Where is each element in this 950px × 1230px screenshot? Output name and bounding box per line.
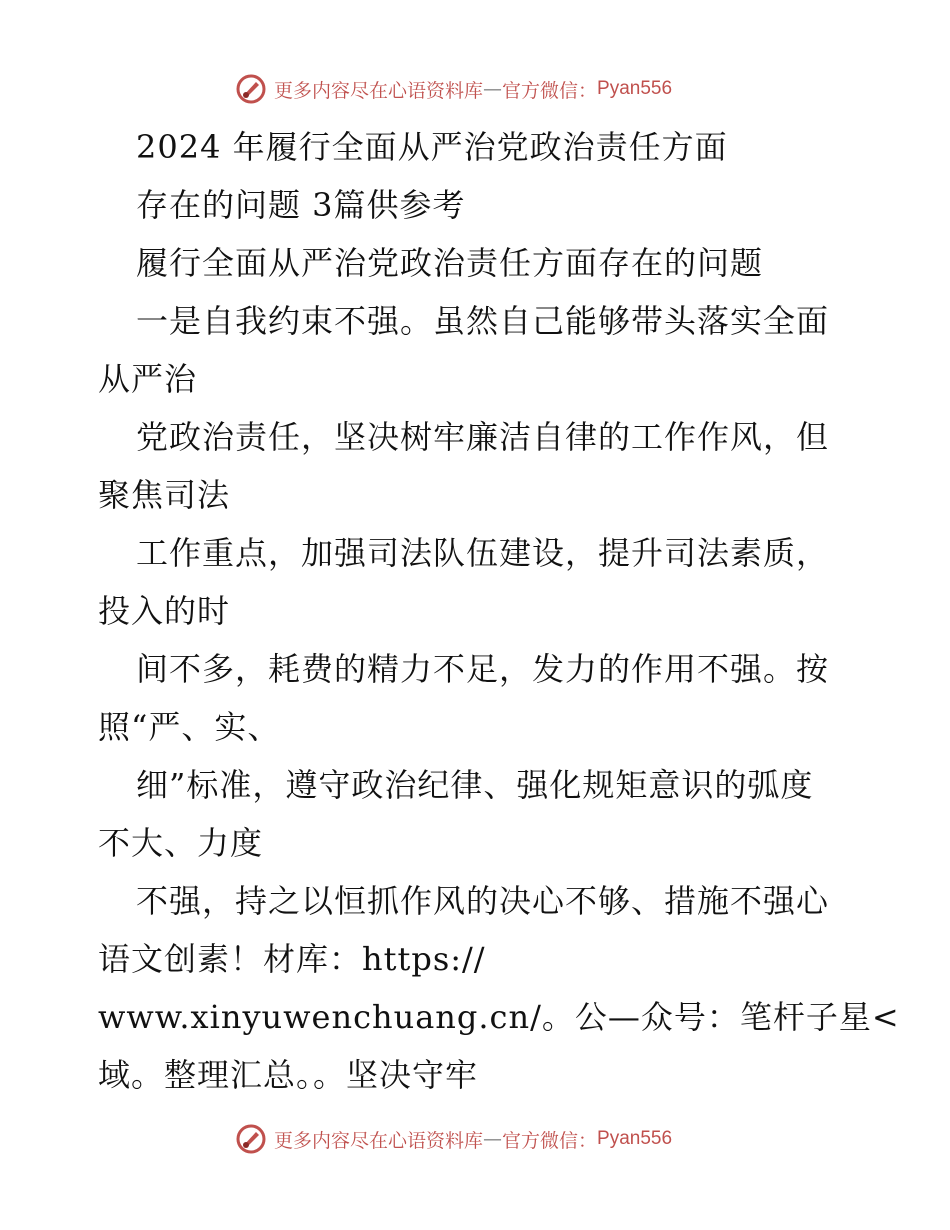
doc-line: 党政治责任，坚决树牢廉洁自律的工作作风，但 [136, 418, 830, 456]
doc-line: 域。整理汇总。。坚决守牢 [98, 1056, 479, 1094]
brush-logo-icon [236, 1124, 266, 1154]
brush-logo-icon [236, 74, 266, 104]
doc-line: 不大、力度 [98, 824, 264, 862]
doc-line: 细”标准，遵守政治纪律、强化规矩意识的弧度 [136, 766, 814, 804]
doc-title-line-1: 2024 年履行全面从严治党政治责任方面 [136, 128, 728, 166]
header-banner [236, 72, 672, 106]
banner-wechat-id: Pyan556 [597, 78, 673, 99]
doc-line: 投入的时 [98, 592, 231, 630]
doc-line: 工作重点，加强司法队伍建设，提升司法素质， [136, 534, 830, 572]
footer-banner [236, 1122, 672, 1156]
doc-line: 不强，持之以恒抓作风的决心不够、措施不强心 [136, 882, 830, 920]
doc-line: 照“严、实、 [98, 708, 281, 746]
banner-site-text: 更多内容尽在心语资料库 [274, 79, 484, 102]
banner-wechat-id: Pyan556 [597, 1128, 673, 1149]
doc-line: 聚焦司法 [98, 476, 231, 514]
banner-official-label: 官方微信： [502, 1129, 598, 1152]
doc-line: 一是自我约束不强。虽然自己能够带头落实全面 [136, 302, 830, 340]
doc-line: www.xinyuwenchuang.cn/。公—众号：笔杆子星< [98, 998, 900, 1036]
doc-line: 从严治 [98, 360, 198, 398]
banner-separator: — [483, 1128, 503, 1150]
doc-line: 间不多，耗费的精力不足，发力的作用不强。按 [136, 650, 830, 688]
doc-title-line-2: 存在的问题 3篇供参考 [136, 186, 466, 224]
doc-subtitle: 履行全面从严治党政治责任方面存在的问题 [136, 244, 764, 282]
banner-separator: — [483, 78, 503, 100]
banner-official-label: 官方微信： [502, 79, 598, 102]
doc-line: 语文创素！材库：https:// [98, 940, 486, 978]
banner-site-text: 更多内容尽在心语资料库 [274, 1129, 484, 1152]
